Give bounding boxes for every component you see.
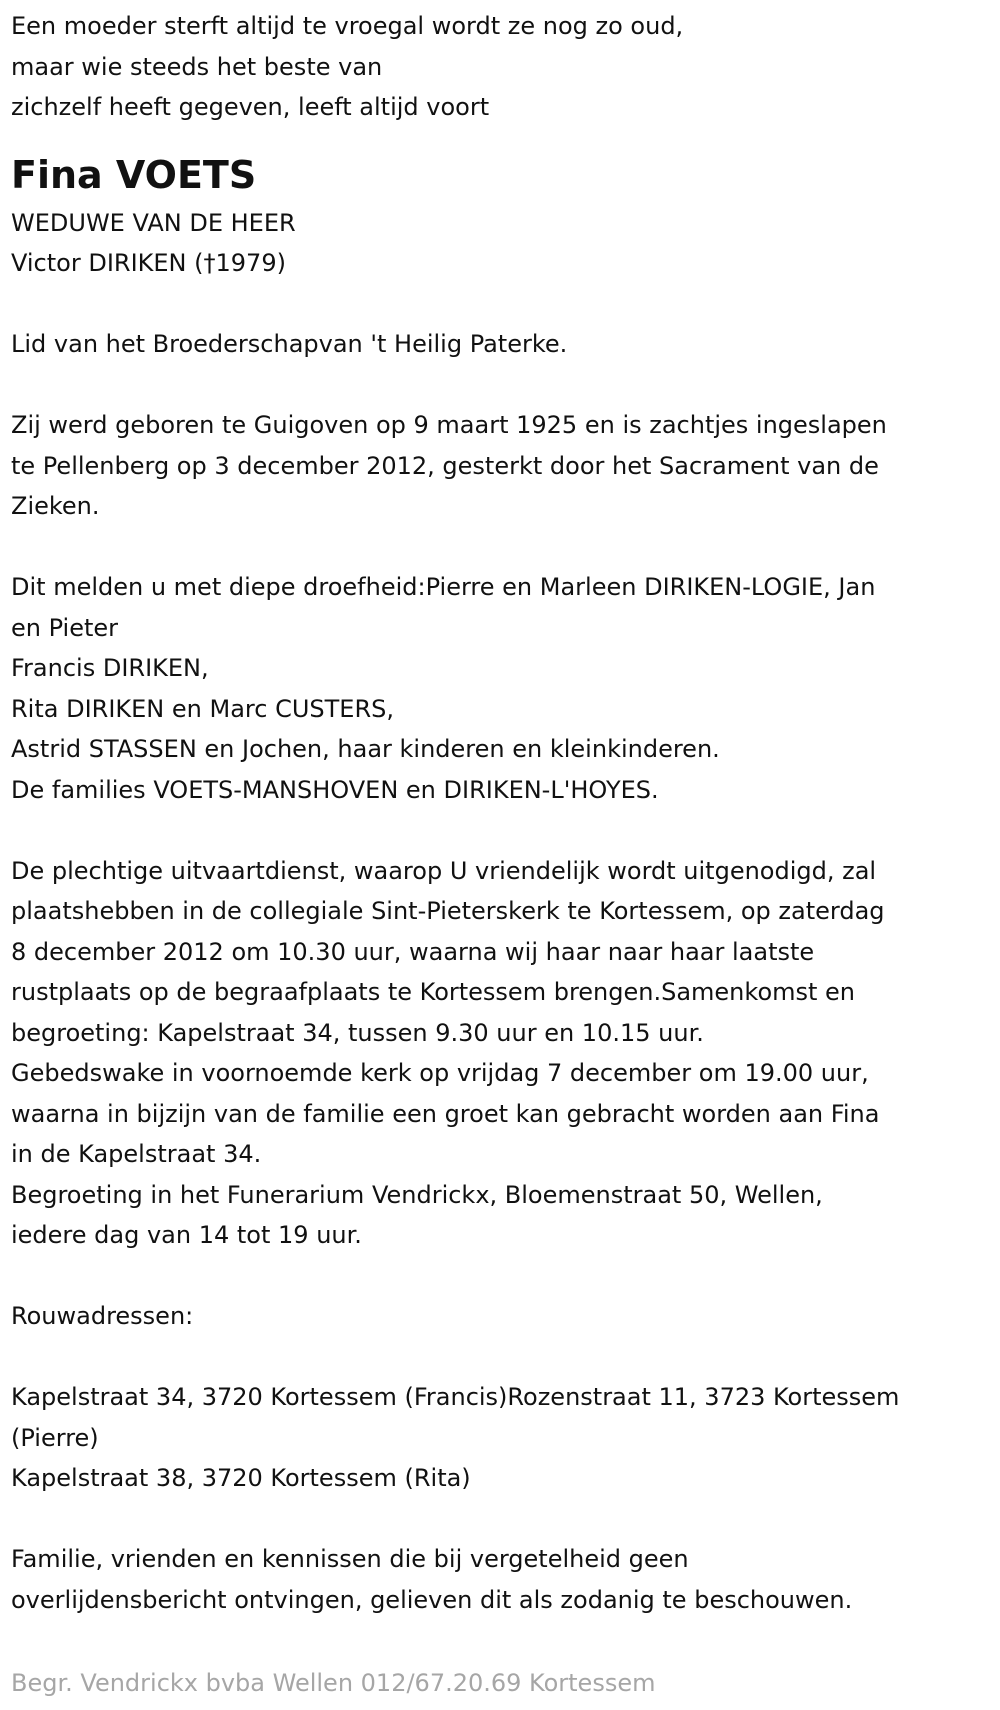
- family-line: Rita DIRIKEN en Marc CUSTERS,: [11, 694, 394, 723]
- family-section: [11, 567, 990, 810]
- spacer: [11, 1256, 990, 1297]
- address-line: Kapelstraat 34, 3720 Kortessem (Francis)Rozenstraat 11, 3723 Kortessem: [11, 1383, 900, 1411]
- poem-section: [11, 6, 990, 128]
- spacer: [11, 810, 990, 851]
- birth-death-section: [11, 405, 990, 527]
- spacer: [11, 284, 990, 325]
- addresses-heading: Rouwadressen:: [11, 1302, 194, 1330]
- deceased-section: [11, 153, 990, 284]
- spouse-name: Victor DIRIKEN (†1979): [11, 249, 286, 277]
- birth-death-line: Zieken.: [11, 492, 100, 520]
- service-line: waarna in bijzijn van de familie een groet kan gebracht worden aan Fina: [11, 1099, 880, 1128]
- service-line: iedere dag van 14 tot 19 uur.: [11, 1221, 362, 1249]
- family-line: Francis DIRIKEN,: [11, 654, 209, 682]
- notice-section: [11, 1539, 990, 1620]
- service-line: 8 december 2012 om 10.30 uur, waarna wij haar naar haar laatste: [11, 937, 815, 966]
- service-line: Gebedswake in voornoemde kerk op vrijdag 7 december om 19.00 uur,: [11, 1059, 869, 1087]
- service-line: rustplaats op de begraafplaats te Kortessem brengen.Samenkomst en: [11, 978, 856, 1006]
- family-line: Astrid STASSEN en Jochen, haar kinderen en kleinkinderen.: [11, 735, 720, 763]
- address-line: (Pierre): [11, 1423, 99, 1452]
- address-line: Kapelstraat 38, 3720 Kortessem (Rita): [11, 1464, 471, 1492]
- spacer: [11, 1499, 990, 1540]
- poem-line: Een moeder sterft altijd te vroegal wordt ze nog zo oud,: [11, 12, 684, 40]
- spacer: [11, 1337, 990, 1378]
- service-line: plaatshebben in de collegiale Sint-Pieterskerk te Kortessem, op zaterdag: [11, 897, 885, 925]
- addresses-section: [11, 1377, 990, 1499]
- service-section: [11, 851, 990, 1256]
- family-line: en Pieter: [11, 613, 119, 642]
- poem-line: maar wie steeds het beste van: [11, 52, 383, 81]
- funeral-home-footer: Begr. Vendrickx bvba Wellen 012/67.20.69 Kortessem: [11, 1669, 656, 1697]
- deceased-name: Fina VOETS: [11, 152, 257, 197]
- birth-death-line: Zij werd geboren te Guigoven op 9 maart 1925 en is zachtjes ingeslapen: [11, 411, 887, 439]
- spacer: [11, 365, 990, 406]
- family-line: De families VOETS-MANSHOVEN en DIRIKEN-L'HOYES.: [11, 775, 659, 804]
- service-line: Begroeting in het Funerarium Vendrickx, Bloemenstraat 50, Wellen,: [11, 1180, 823, 1209]
- membership-text: Lid van het Broederschapvan 't Heilig Paterke.: [11, 330, 568, 358]
- widow-title: WEDUWE VAN DE HEER: [11, 208, 296, 237]
- service-line: begroeting: Kapelstraat 34, tussen 9.30 uur en 10.15 uur.: [11, 1018, 704, 1047]
- service-line: De plechtige uitvaartdienst, waarop U vriendelijk wordt uitgenodigd, zal: [11, 856, 877, 885]
- poem-line: zichzelf heeft gegeven, leeft altijd voort: [11, 93, 490, 121]
- birth-death-line: te Pellenberg op 3 december 2012, gesterkt door het Sacrament van de: [11, 451, 879, 480]
- notice-line: Familie, vrienden en kennissen die bij vergetelheid geen: [11, 1545, 689, 1573]
- spacer: [11, 527, 990, 568]
- family-line: Dit melden u met diepe droefheid:Pierre en Marleen DIRIKEN-LOGIE, Jan: [11, 573, 876, 601]
- notice-line: overlijdensbericht ontvingen, gelieven dit als zodanig te beschouwen.: [11, 1585, 853, 1614]
- service-line: in de Kapelstraat 34.: [11, 1140, 262, 1168]
